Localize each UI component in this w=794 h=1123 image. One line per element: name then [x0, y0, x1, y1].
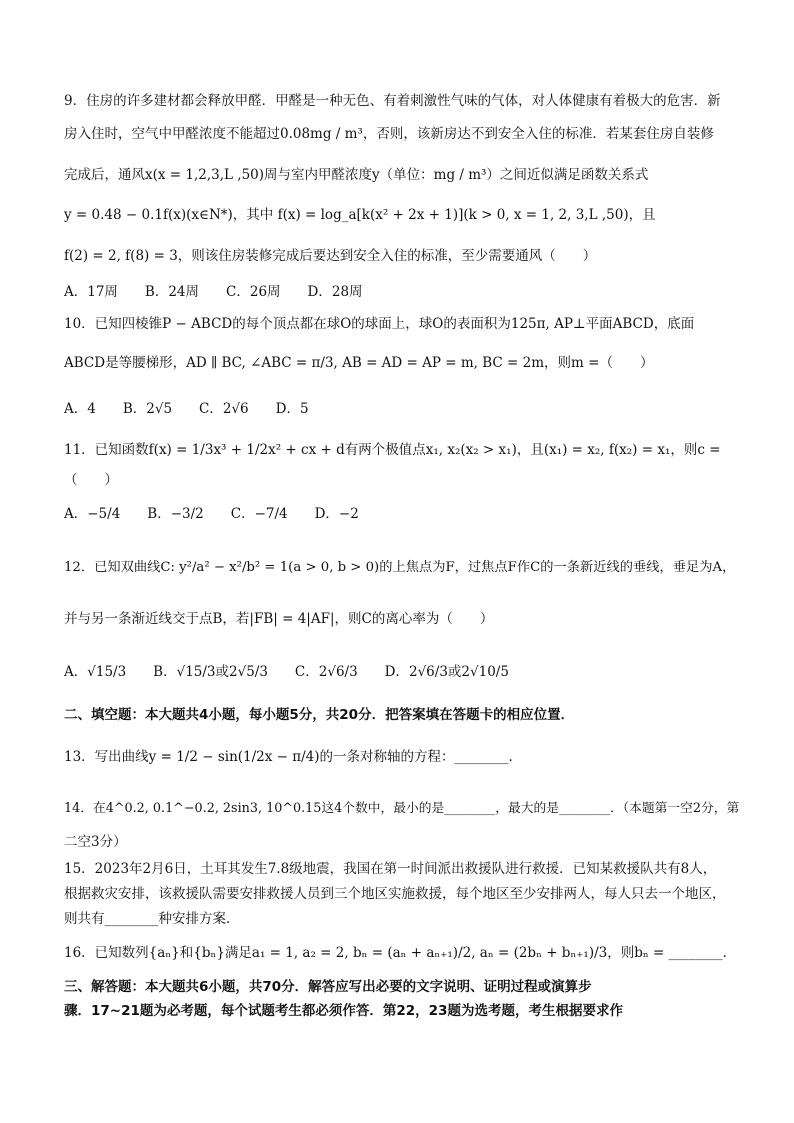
q12-line-2: 并与另一条渐近线交于点B，若|FB| = 4|AF|，则C的离心率为（ ） [64, 611, 494, 627]
q10-line-1: 10．已知四棱锥P − ABCD的每个顶点都在球O的球面上，球O的表面积为125π, AP⊥平面ABCD，底面 [64, 316, 695, 332]
q12-options: A．√15/3 B．√15/3或2√5/3 C．2√6/3 D．2√6/3或2√10/5 [64, 664, 509, 680]
q9-line-3: 完成后，通风x(x = 1,2,3,L ,50)周与室内甲醛浓度y（单位：mg / m³）之间近似满足函数关系式 [64, 167, 649, 183]
q16: 16．已知数列{aₙ}和{bₙ}满足a₁ = 1, a₂ = 2, bₙ = (aₙ + aₙ₊₁)/2, aₙ = (2bₙ + bₙ₊₁)/3，则bₙ = ________． [64, 945, 737, 961]
q14-line-2: 二空3分） [64, 834, 127, 850]
q15-line-3: 则共有________种安排方案． [64, 911, 240, 927]
q14-line-1: 14．在4^0.2, 0.1^−0.2, 2sin3, 10^0.15这4个数中，最小的是________，最大的是________．（本题第一空2分，第 [64, 801, 740, 816]
q9-options: A．17周 B．24周 C．26周 D．28周 [64, 284, 363, 300]
section-2-heading: 二、填空题：本大题共4小题，每小题5分，共20分．把答案填在答题卡的相应位置． [64, 707, 575, 723]
q12-line-1: 12．已知双曲线C: y²/a² − x²/b² = 1(a > 0, b > 0)的上焦点为F，过焦点F作C的一条新近线的垂线，垂足为A， [64, 560, 736, 575]
q11-line-1: 11．已知函数f(x) = 1/3x³ + 1/2x² + cx + d有两个极值点x₁, x₂(x₂ > x₁)，且(x₁) = x₂, f(x₂) = x₁，则c = [64, 442, 721, 458]
q9-line-5: f(2) = 2, f(8) = 3，则该住房装修完成后要达到安全入住的标准，至少需要通风（ ） [64, 248, 597, 264]
q10-line-2: ABCD是等腰梯形，AD ∥ BC, ∠ABC = π/3, AB = AD = AP = m, BC = 2m，则m =（ ） [64, 355, 654, 371]
q11-options: A．−5/4 B．−3/2 C．−7/4 D．−2 [64, 506, 359, 522]
q9-line-1: 9．住房的许多建材都会释放甲醛．甲醛是一种无色、有着刺激性气味的气体，对人体健康有着极大的危害．新 [64, 93, 721, 109]
section-3-heading-line-2: 骤．17~21题为必考题，每个试题考生都必须作答．第22，23题为选考题，考生根据要求作 [64, 1003, 623, 1019]
section-3-heading-line-1: 三、解答题：本大题共6小题，共70分．解答应写出必要的文字说明、证明过程或演算步 [64, 979, 592, 995]
q9-line-2: 房入住时，空气中甲醛浓度不能超过0.08mg / m³，否则，该新房达不到安全入住的标准．若某套住房自装修 [64, 126, 714, 142]
q15-line-2: 根据救灾安排，该救援队需要安排救援人员到三个地区实施救援，每个地区至少安排两人，每人只去一个地区， [64, 886, 726, 902]
q15-line-1: 15．2023年2月6日，土耳其发生7.8级地震，我国在第一时间派出救援队进行救援．已知某救援队共有8人， [64, 861, 717, 877]
q11-line-2: （ ） [64, 472, 118, 488]
q9-line-4: y = 0.48 − 0.1f(x)(x∈N*)，其中 f(x) = log_a[k(x² + 2x + 1)](k > 0, x = 1, 2, 3,L ,50)，且 [64, 207, 656, 223]
q10-options: A．4 B．2√5 C．2√6 D．5 [64, 401, 309, 417]
q13: 13．写出曲线y = 1/2 − sin(1/2x − π/4)的一条对称轴的方程：________． [64, 749, 523, 765]
